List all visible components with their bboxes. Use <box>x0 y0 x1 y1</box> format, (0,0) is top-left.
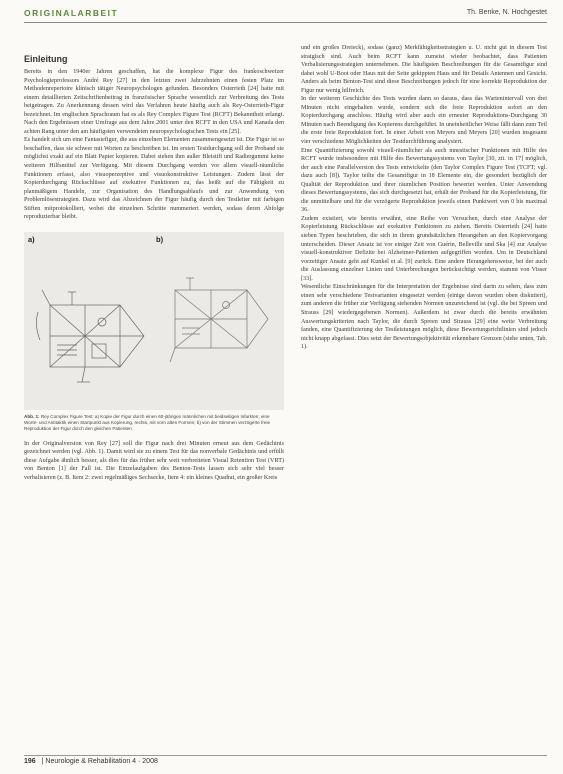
figure-caption-label: Abb. 1: <box>24 413 40 419</box>
section-label: ORIGINALARBEIT <box>24 8 119 18</box>
figure-copy-drawing <box>32 250 152 400</box>
figure-caption-text: Rey Complex Figure Test: a) Kopie der Figur durch einen 60-jährigen männlichen mit beidseitigen Infarkten; eine Worte- und Antitaktik einen Startpunkt aus Kopierung, rechts, mit vorn alten Formen; b) von der Stimmen verzögerte freie Reproduktion der Figur durch den gleichen Patienten <box>24 413 271 431</box>
section-heading: Einleitung <box>24 54 68 64</box>
paragraph: In der Originalversion von Rey [27] soll die Figur nach drei Minuten erneut aus dem Gedächtnis gezeichnet werden (vgl. Abb. 1). Damit wird sie zu einem Test für das nonverbale Gedächtnis und erfüllt diese Aufgabe ähnlich besser, als dies für das früher sehr weit verbreiteten Visual Retention Test (VRT) von Benton [1] der Fall ist. Die Einzelaufgaben des Benton-Tests lassen sich sehr viel besser verbalisieren (z. B. Item 2: zwei regelmäßiges Sechsecke, Item 4: ein kleines Quadrat, ein großer Kreis <box>24 440 284 482</box>
left-column <box>24 32 284 483</box>
right-column <box>301 44 547 352</box>
paragraph: und ein großes Dreieck), sodass (ganz) Merkfähigkeitsstrategien u. U. nicht gut in diesem Test stratgisch sind. Auch beim RCFT kann zumeist wieder beobachtet, dass Patienten Verbalisierungsstrategien unternehmen. Die häufigsten Beschreibungen für die Gesamtfigur sind dabei wohl U-Boot oder Haus mit der Seite gekippten Haus und für Details Antennen und Gesicht. Anders als beim Benton-Test sind diese Beschreibungen jedoch für eine korrekte Reproduktion der Figur nur wenig hilfreich. <box>301 45 547 94</box>
panel-label-b: b) <box>156 234 164 244</box>
paragraph: Bereits in den 1940er Jahren geschaffen, hat die komplexe Figur des frankoschweizer Psychologieprofessors André Rey [27] in den letzten zwei Jahrzehnten einen festen Platz im Methodenrepertoire klinisch tätiger Neuropsychologen gefunden. Besonders Osterrieth [24] hatte mit einem detaillierten Zeitschriftenbeitrag in französischer Sprache wesentlich zur Verbreitung des Tests beigetragen. Zu Anerkennung dessen wird das Verfahren heute häufig auch als Rey-Osterrieth-Figur bezeichnet. Im englischen Sprachraum hat es als Rey Complex Figure Test (RCFT) Bekanntheit erlangt. Nach den Ergebnissen einer Umfrage aus dem Jahre 2001 unter den RCFT in den USA und Kanada den achten Rang unter den am häufigsten verwendeten neuropsychologischen Tests ein [25]. <box>24 69 284 135</box>
panel-label-a: a) <box>28 234 35 244</box>
header-divider <box>24 22 547 23</box>
figure-recall-drawing <box>160 250 280 400</box>
paragraph: In der weiteren Geschichte des Tests wurden dann so daraus, dass das Wartenintervall von drei Minuten nicht eingehalten wurde, sondern sich die freie Reproduktion sofort an den Kopierdurchgang anschloss. Häufig wird aber auch ein erneuter Reproduktions-Durchgang 30 Minuten nach Beendigung des Kopierens durchgeführt. In uneinheitlicher Weise fällt dann zum Teil die erste freie Reproduktion fort. In einer Arbeit von Meyers und Meyers [20] wurden insgesamt vier verschiedene Möglichkeiten der Testdurchführung analysiert. <box>301 96 547 146</box>
paragraph: Zudem existiert, wie bereits erwähnt, eine Reihe von Versuchen, durch eine Analyse der Kopierleistung Rückschlüsse auf exekutive Funktionen zu ziehen. Bereits Osterrieth [24] hatte sieben Typen beschrieben, die sich in ihrem grundsätzlichen Herangehen an den Kopiervorgang unterscheiden. Dieser Ansatz ist vor einiger Zeit von Guérin, Belleville und Ska [4] zur Analyse visuell-konstruktiver Defizite bei Alzheimer-Patienten aufgegriffen worden. Um in Deutschland vorzeitiger Ansatz geht auf Kunkel et al. [9] zurück. Eine andere Herangehensweise, bei der auch die Auslassung einzelner Linien und Unterbrechungen berücksichtigt werden, stammt von Visser [33]. <box>301 215 547 282</box>
paragraph: Wesentliche Einschränkungen für die Interpretation der Ergebnisse sind darin zu sehen, dass zum einen sehr verschiedene Testvarianten eingesetzt werden (einige davon wurden oben diskutiert), zum anderen die früher zur Verfügung stehenden Normen unzureichend ist (vgl. die bei Spreen und Strauss [29] wiedergegebenen Normen). Außerdem ist zwar durch die bereits erwähnten Auswertungskriterien nach Taylor, die durch Spreen und Strauss [29] eine weite Verbreitung fanden, eine Quantifizierung der Testleistungen möglich, diese Bewertungsrichtlinien sind jedoch nicht knapp abgefasst. Dies setzt der Bewertungsobjektivität erkennbare Grenzen (siehe unten, Tab. 1). <box>301 284 547 351</box>
footer-divider <box>24 755 547 756</box>
footer <box>24 758 158 765</box>
figure-caption <box>24 414 284 432</box>
figure-rey-complex <box>24 232 284 410</box>
paragraph: Eine Quantifizierung sowohl visuell-räumlicher als auch mnestischer Funktionen mit Hilfe des RCFT wurde insbesondere mit Hilfe des Bewertungssystems von Taylor [30, zit. in 17] möglich, der auch eine Parallelversion des Tests entwickelte (den Taylor Complex Figure Test (TCFT; vgl. dazu auch [8]). Taylor teilte die Gesamtfigur in 18 Elemente ein, die gesondert bezüglich der Qualität der Reproduktion und ihrer räumlichen Position bewertet werden. Unter Anwendung dieses Bewertungssystems, das sich durchgesetzt hat, erhält der Proband für die Kopierleistung, für die unmittelbare und für die verzögerte Reproduktion jeweils einen Punktwert von 0 bis maximal 36. <box>301 147 547 214</box>
header-authors: Th. Benke, N. Hochgestet <box>466 9 547 16</box>
paragraph: Es handelt sich um eine Fantasiefigur, die aus einzelnen Elementen zusammengesetzt ist. Die Figur ist so beschaffen, dass sie schwer mit Worten zu beschreiben ist. Im ersten Testdurchgang soll der Proband sie möglichst exakt auf ein Blatt Papier kopieren. Dabei stehen ihm außer Bleistift und Radiergummi keine weiteren Hilfsmittel zur Verfügung. Mit diesem Durchgang werden vor allem visuell-räumliche Funktionen erfasst, also visuoperzeptive und visuokonstruktive Leistungen. Zudem lässt der Kopierdurchgang Rückschlüsse auf exekutive Funktionen zu, das heißt auf die Fähigkeit zu planmäßigem Handeln, zur Organisation des Handlungsablaufs und zur Anwendung von Problemlösestrategien. Dazu wird das Abzeichnen der Figur häufig durch den Testleiter mit farbigen Stiften mitprotokolliert, wobei die einzelnen Schritte nummeriert werden, sodass deren Abfolge reproduzierbar bleibt. <box>24 137 284 221</box>
journal-name: | Neurologie & Rehabilitation 4 · 2008 <box>41 758 158 765</box>
page-number: 196 <box>24 758 36 765</box>
